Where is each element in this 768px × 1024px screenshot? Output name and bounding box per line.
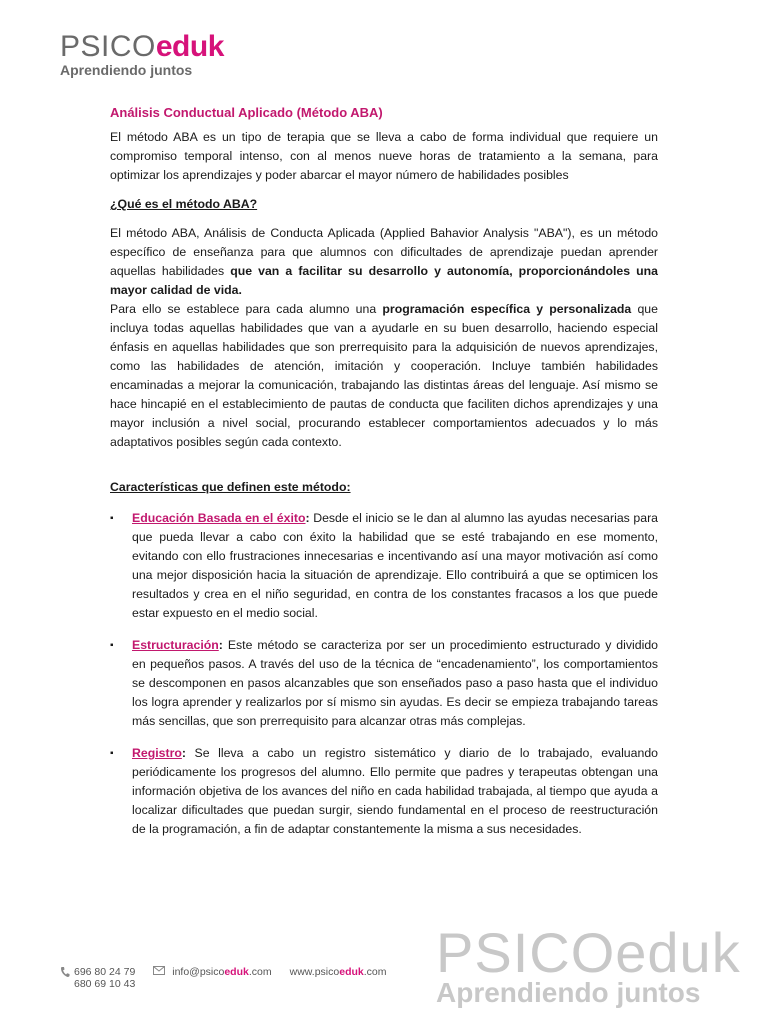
item-text: Este método se caracteriza por ser un procedimiento estructurado y dividido en pequeños pasos. A través del uso de la técnica de “encadenamiento”, los comportamientos se descomponen en pasos alcanzables que son enseñados paso a paso hasta que el individuo los logra aprender y realizarlos por sí mismo sin ayudas. Es decir se empieza trabajando tareas más sencillas, que son prerrequisito para alcanzar otras más complejas.: [132, 638, 659, 728]
item-separator: :: [305, 511, 314, 525]
footer-website[interactable]: [290, 966, 387, 978]
footer-contact: [60, 966, 405, 990]
definition-bold-text: que van a facilitar su desarrollo y autonomía, proporcionándoles una mayor calidad de vida.: [110, 264, 658, 297]
watermark-brand-accent: eduk: [615, 921, 741, 984]
list-item: [110, 636, 658, 731]
list-item: [110, 509, 658, 623]
item-keyword: Estructuración: [132, 638, 219, 652]
email-prefix: info@psico: [172, 966, 225, 978]
characteristics-heading: Características que definen este método:: [110, 480, 351, 494]
header-logo: [60, 32, 224, 78]
item-separator: :: [218, 638, 228, 652]
characteristics-list: [110, 509, 658, 839]
definition-paragraph: [110, 224, 658, 300]
program-text-2: que incluya todas aquellas habilidades que van a ayudarle en su buen desarrollo, haciendo especial énfasis en aquellas habilidades que son prerrequisito para la adquisición de nuevos aprendizajes, como las habilidades de atención, imitación y cooperación. Incluye también habilidades encaminadas a mejorar la comunicación, trabajando las distintas áreas del lenguaje. Así mismo se hace hincapié en el establecimiento de pautas de conducta que faciliten dichos aprendizajes y una mayor inclusión a nivel social, procurando establecer comportamientos adecuados y lo más adaptativos posibles según cada contexto.: [110, 302, 658, 449]
watermark-brand-plain: PSICO: [436, 921, 616, 984]
program-text-1: Para ello se establece para cada alumno una: [110, 302, 383, 316]
bullet-icon: ▪: [110, 640, 114, 651]
document-title: Análisis Conductual Aplicado (Método ABA): [110, 105, 383, 120]
logo-brand-accent: eduk: [155, 30, 224, 63]
item-separator: :: [181, 746, 195, 760]
definition-text: El método ABA, Análisis de Conducta Aplicada (Applied Bahavior Analysis "ABA"), es un método específico de enseñanza para que alumnos con dificultades de aprendizaje puedan aprender aquellas habilidades: [110, 226, 658, 278]
footer-phones: [60, 966, 135, 990]
item-keyword: Educación Basada en el éxito: [132, 511, 306, 525]
item-text: Desde el inicio se le dan al alumno las ayudas necesarias para que pueda llevar a cabo con éxito la habilidad que se esté trabajando en ese momento, evitando con ello frustraciones innecesarias e incentivando así una mayor motivación así como una mejor disposición hacia la situación de aprendizaje. Ello contribuirá a que se optimicen los resultados y crea en el niño seguridad, en contra de los constantes fracasos a los que puede estar expuesto en el medio social.: [132, 511, 659, 620]
logo-tagline: Aprendiendo juntos: [60, 62, 193, 78]
program-paragraph: [110, 300, 658, 452]
mail-icon: [153, 966, 168, 978]
email-suffix: .com: [248, 966, 272, 978]
what-is-aba-heading: ¿Qué es el método ABA?: [110, 197, 258, 211]
logo-brand: [60, 32, 224, 62]
web-prefix: www.psico: [289, 966, 340, 978]
footer-email[interactable]: [153, 966, 271, 978]
item-text: Se lleva a cabo un registro sistemático y diario de lo trabajado, evaluando periódicamente los progresos del alumno. Ello permite que padres y terapeutas obtengan una información objetiva de los avances del niño en cada habilidad trabajada, al tiempo que ayuda a localizar dificultades que puedan surgir, siendo fundamental en el proceso de reestructuración de la programación, a fin de adaptar constantemente la misma a sus necesidades.: [132, 746, 658, 836]
email-accent: eduk: [224, 966, 249, 978]
phone-number-1[interactable]: 696 80 24 79: [74, 966, 136, 978]
web-accent: eduk: [339, 966, 364, 978]
logo-brand-plain: PSICO: [60, 30, 156, 63]
bullet-icon: ▪: [110, 748, 114, 759]
phone-number-2[interactable]: 680 69 10 43: [74, 978, 136, 990]
watermark-tagline: Aprendiendo juntos: [436, 977, 701, 1008]
item-keyword: Registro: [132, 746, 182, 760]
document-body: [110, 103, 658, 852]
phone-icon: [60, 966, 70, 990]
intro-paragraph: El método ABA es un tipo de terapia que se lleva a cabo de forma individual que requiere un compromiso temporal intenso, con al menos nueve horas de tratamiento a la semana, para optimizar los aprendizajes y poder abarcar el mayor número de habilidades posibles: [110, 130, 658, 182]
bullet-icon: ▪: [110, 513, 114, 524]
web-suffix: .com: [363, 966, 387, 978]
footer-watermark-logo: [436, 921, 741, 1009]
list-item: [110, 744, 658, 839]
program-bold-text: programación específica y personalizada: [382, 302, 632, 316]
